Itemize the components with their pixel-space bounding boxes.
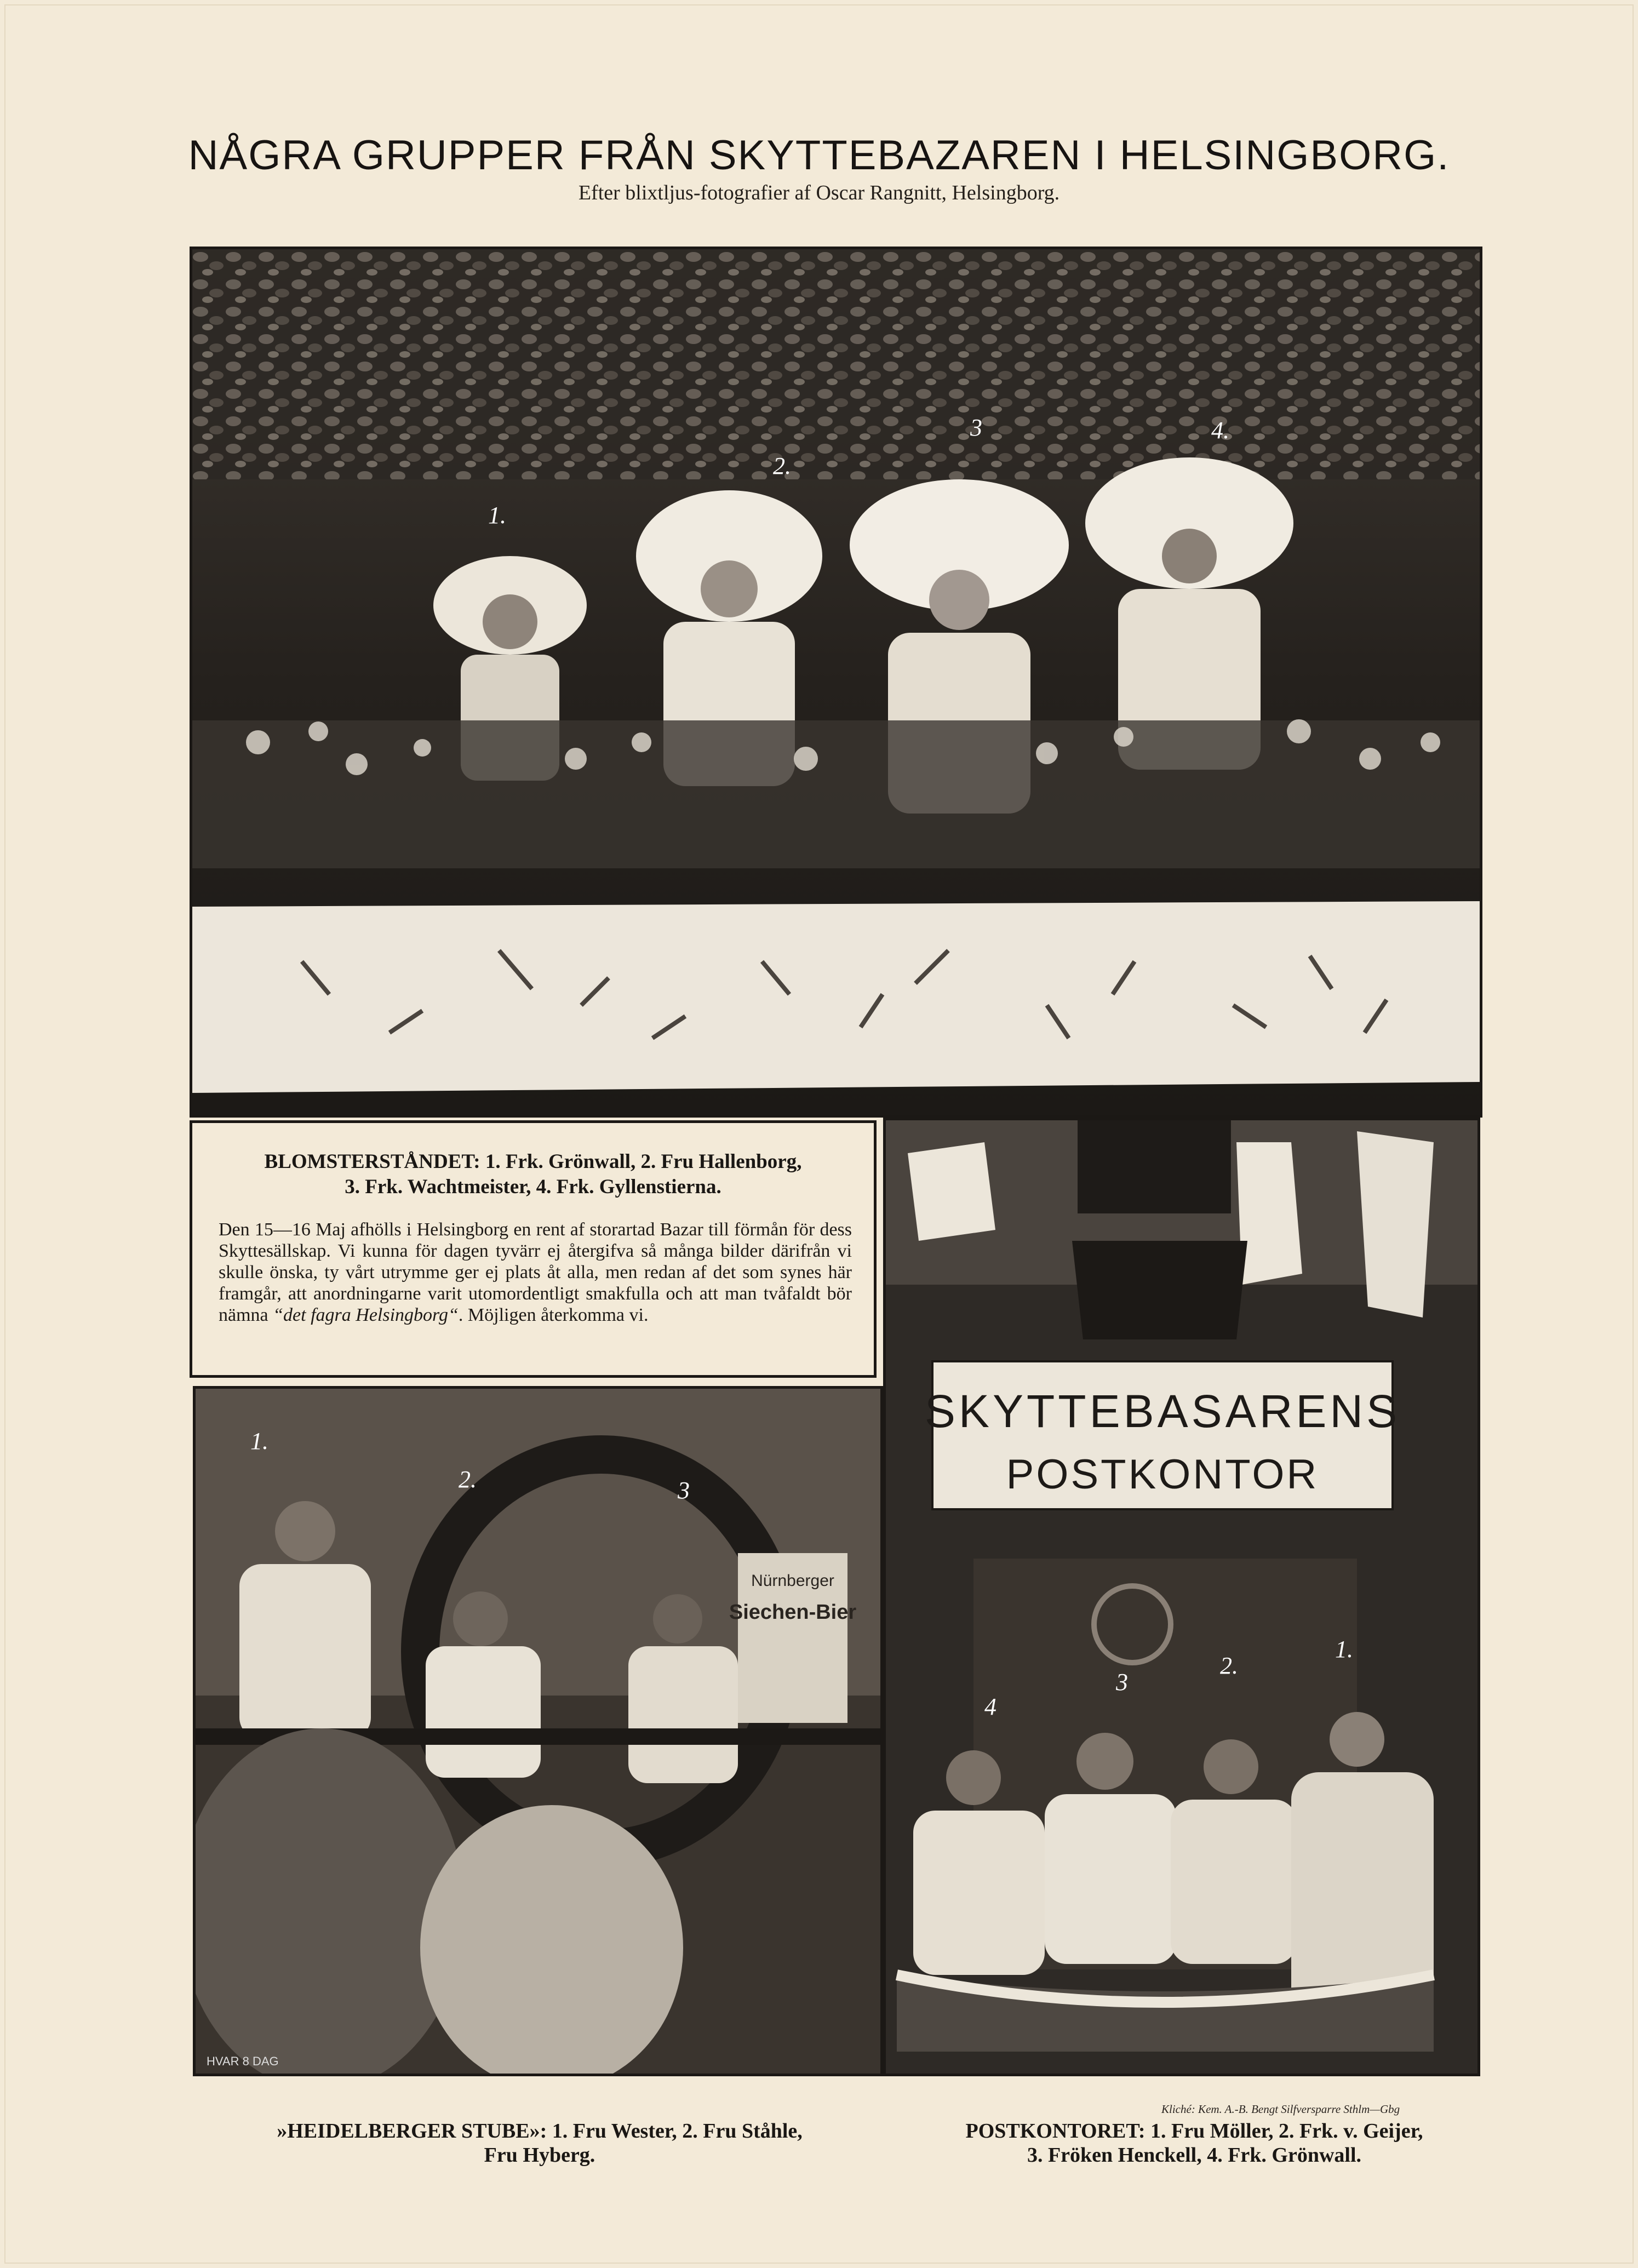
photo-number: 2. — [1220, 1652, 1238, 1679]
heidelberger-stube-photo — [193, 1386, 883, 2076]
stube-caption — [186, 2119, 893, 2167]
photo-number: 2. — [773, 453, 791, 479]
photo-number: 1. — [250, 1428, 268, 1454]
heading-line: BLOMSTERSTÅNDET: 1. Frk. Grönwall, 2. Fru Hallenborg, — [264, 1150, 802, 1173]
flower-stand-photo — [190, 247, 1482, 1118]
stube-sign-line1: Nürnberger — [751, 1572, 834, 1590]
photo-number: 3 — [678, 1477, 690, 1504]
photo-number: 3 — [970, 414, 982, 441]
photo-number: 1. — [488, 502, 506, 529]
photo-number: 4. — [1211, 417, 1229, 444]
caption-line: Fru Hyberg. — [484, 2144, 595, 2167]
page-title: NÅGRA GRUPPER FRÅN SKYTTEBAZAREN I HELSINGBORG. — [188, 132, 1450, 179]
photo-number: 3 — [1116, 1669, 1128, 1696]
plate-credit: Kliché: Kem. A.-B. Bengt Silfversparre Sthlm—Gbg — [1161, 2103, 1400, 2116]
caption-line: 3. Fröken Henckell, 4. Frk. Grönwall. — [1027, 2144, 1362, 2167]
post-caption — [898, 2119, 1490, 2167]
stube-sign-line2: Siechen-Bier — [729, 1601, 857, 1624]
body-italic-text: “det fagra Helsingborg“ — [273, 1305, 459, 1325]
body-text: Den 15—16 Maj afhölls i Helsingborg en rent af storartad Bazar till förmån för dess Skyttesällskap. Vi kunna för dagen tyvärr ej återgifva så många bilder därifrån vi skulle önska, ty vårt utrymme ger ej plats åt alla, men redan af det som synes här framgår, att anordningarne varit utomordentligt smakfulla och att man tvåfaldt bör nämna — [219, 1219, 852, 1325]
body-text: . Möjligen återkomma vi. — [458, 1305, 649, 1325]
photo-number: 4 — [984, 1693, 996, 1720]
post-sign-line1: SKYTTEBASARENS — [924, 1385, 1401, 1437]
caption-line: POSTKONTORET: 1. Fru Möller, 2. Frk. v. Geijer, — [965, 2120, 1423, 2143]
photo-number: 2. — [459, 1466, 477, 1493]
heading-line: 3. Frk. Wachtmeister, 4. Frk. Gyllenstierna. — [345, 1176, 721, 1198]
caption-line: »HEIDELBERGER STUBE»: 1. Fru Wester, 2. Fru Ståhle, — [277, 2120, 803, 2143]
photo-signature: HVAR 8 DAG — [207, 2054, 279, 2068]
postkontor-photo — [883, 1118, 1480, 2076]
flower-stand-caption-box — [190, 1120, 877, 1378]
flower-stand-heading — [192, 1149, 874, 1200]
page-subtitle: Efter blixtljus-fotografier af Oscar Rangnitt, Helsingborg. — [578, 181, 1060, 204]
post-sign-line2: POSTKONTOR — [1006, 1451, 1319, 1498]
photo-number: 1. — [1335, 1636, 1353, 1663]
article-body — [219, 1219, 852, 1326]
